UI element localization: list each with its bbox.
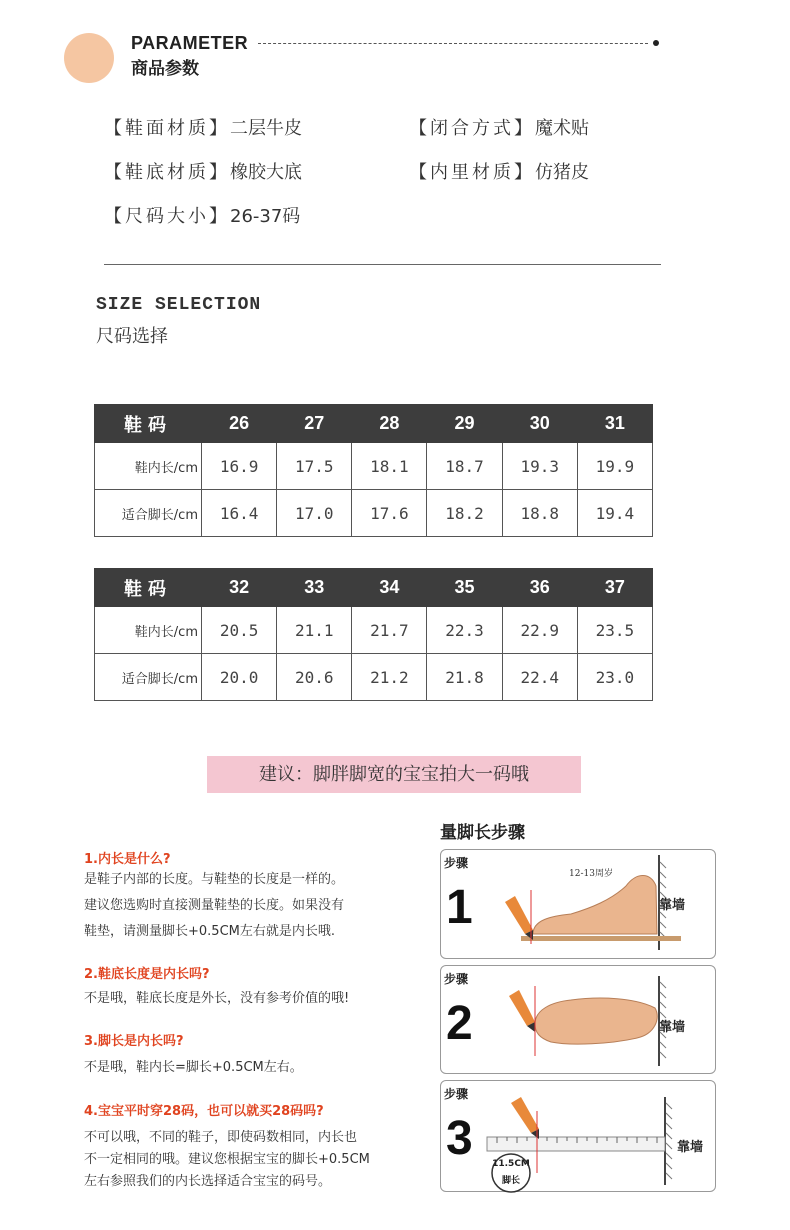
table-row — [95, 607, 653, 654]
step-number: 3 — [446, 1112, 473, 1165]
step-card-3 — [440, 1080, 716, 1192]
spec-label: 【闭合方式】 — [409, 118, 535, 139]
step-label: 步骤 — [444, 972, 469, 986]
size-header-cell: 27 — [277, 405, 352, 443]
size-header-cell: 26 — [202, 405, 277, 443]
table-cell: 21.1 — [277, 607, 352, 654]
spec-value: 橡胶大底 — [230, 162, 302, 183]
table-cell: 19.4 — [577, 490, 652, 537]
size-header-cell: 33 — [277, 569, 352, 607]
table-cell: 16.9 — [202, 443, 277, 490]
spec-label: 【鞋底材质】 — [104, 162, 230, 183]
section-divider — [104, 264, 661, 265]
table-cell: 21.2 — [352, 654, 427, 701]
row-label: 鞋内长/cm — [95, 443, 202, 490]
pencil-icon — [505, 896, 533, 940]
faq-question-4: 4.宝宝平时穿28码，也可以就买28码吗? — [84, 1104, 324, 1119]
age-note: 12-13周岁 — [569, 869, 613, 879]
wall-label: 靠墙 — [659, 898, 686, 913]
faq-question-2: 2.鞋底长度是内长吗? — [84, 967, 210, 982]
table-cell: 22.3 — [427, 607, 502, 654]
faq-answer-4-line-3: 左右参照我们的内长选择适合宝宝的码号。 — [84, 1174, 332, 1189]
table-cell: 17.0 — [277, 490, 352, 537]
table-cell: 20.5 — [202, 607, 277, 654]
size-header-label: 鞋码 — [95, 405, 202, 443]
step-card-1 — [440, 849, 716, 959]
size-header-cell: 35 — [427, 569, 502, 607]
table-cell: 18.8 — [502, 490, 577, 537]
spec-sole-material — [104, 158, 302, 184]
size-table-1 — [94, 404, 653, 537]
table-row — [95, 443, 653, 490]
spec-label: 【尺码大小】 — [104, 206, 230, 227]
table-row — [95, 654, 653, 701]
parameter-title-en: PARAMETER — [131, 33, 249, 53]
measure-value: 11.5CM — [492, 1159, 530, 1169]
pencil-icon — [509, 990, 535, 1032]
wall-label: 靠墙 — [677, 1140, 704, 1155]
table-cell: 22.4 — [502, 654, 577, 701]
size-header-cell: 31 — [577, 405, 652, 443]
table-cell: 21.7 — [352, 607, 427, 654]
pencil-icon — [511, 1097, 539, 1139]
size-table-header — [95, 405, 653, 443]
size-header-cell: 34 — [352, 569, 427, 607]
faq-answer-2-line-1: 不是哦，鞋底长度是外长，没有参考价值的哦! — [84, 991, 350, 1006]
spec-label: 【鞋面材质】 — [104, 118, 230, 139]
step-number: 1 — [446, 881, 473, 934]
table-cell: 19.3 — [502, 443, 577, 490]
table-cell: 21.8 — [427, 654, 502, 701]
table-row — [95, 490, 653, 537]
table-cell: 20.0 — [202, 654, 277, 701]
faq-question-3: 3.脚长是内长吗? — [84, 1034, 184, 1049]
size-header-cell: 29 — [427, 405, 502, 443]
measure-steps-title: 量脚长步骤 — [440, 823, 525, 843]
faq-answer-3-line-1: 不是哦，鞋内长=脚长+0.5CM左右。 — [84, 1060, 303, 1075]
parameter-title-zh: 商品参数 — [131, 59, 199, 79]
size-header-cell: 36 — [502, 569, 577, 607]
table-cell: 17.5 — [277, 443, 352, 490]
size-advice-banner: 建议：脚胖脚宽的宝宝拍大一码哦 — [207, 756, 581, 793]
faq-question-1: 1.内长是什么? — [84, 852, 171, 867]
step-label: 步骤 — [444, 856, 469, 870]
spec-value: 仿猪皮 — [535, 162, 589, 183]
spec-value: 26-37码 — [230, 206, 301, 227]
step-card-2 — [440, 965, 716, 1074]
header-dashed-divider — [258, 43, 648, 44]
table-cell: 17.6 — [352, 490, 427, 537]
spec-value: 二层牛皮 — [230, 118, 302, 139]
spec-value: 魔术贴 — [535, 118, 589, 139]
spec-size-range — [104, 202, 300, 228]
faq-answer-1-line-1: 是鞋子内部的长度。与鞋垫的长度是一样的。 — [84, 872, 345, 887]
size-header-cell: 30 — [502, 405, 577, 443]
row-label: 适合脚长/cm — [95, 654, 202, 701]
row-label: 适合脚长/cm — [95, 490, 202, 537]
table-cell: 18.2 — [427, 490, 502, 537]
table-cell: 18.1 — [352, 443, 427, 490]
faq-answer-1-line-3: 鞋垫，请测量脚长+0.5CM左右就是内长哦. — [84, 924, 335, 939]
size-header-cell: 32 — [202, 569, 277, 607]
step-label: 步骤 — [444, 1087, 469, 1101]
header-divider-dot — [653, 40, 659, 46]
size-table-header — [95, 569, 653, 607]
faq-answer-4-line-1: 不可以哦，不同的鞋子，即使码数相同，内长也 — [84, 1130, 358, 1145]
size-table-2 — [94, 568, 653, 701]
size-header-cell: 28 — [352, 405, 427, 443]
step-3-illustration — [441, 1081, 717, 1193]
faq-answer-1-line-2: 建议您选购时直接测量鞋垫的长度。如果没有 — [84, 898, 345, 913]
size-header-label: 鞋码 — [95, 569, 202, 607]
table-cell: 19.9 — [577, 443, 652, 490]
faq-answer-4-line-2: 不一定相同的哦。建议您根据宝宝的脚长+0.5CM — [84, 1152, 370, 1167]
wall-label: 靠墙 — [659, 1020, 686, 1035]
table-cell: 22.9 — [502, 607, 577, 654]
spec-closure — [409, 114, 589, 140]
spec-upper-material — [104, 114, 302, 140]
table-cell: 20.6 — [277, 654, 352, 701]
accent-circle — [64, 33, 114, 83]
size-selection-title-zh: 尺码选择 — [96, 326, 168, 347]
step-number: 2 — [446, 997, 473, 1050]
table-cell: 18.7 — [427, 443, 502, 490]
size-selection-title-en: SIZE SELECTION — [96, 295, 262, 315]
row-label: 鞋内长/cm — [95, 607, 202, 654]
measure-label: 脚长 — [501, 1176, 520, 1186]
size-header-cell: 37 — [577, 569, 652, 607]
table-cell: 23.0 — [577, 654, 652, 701]
table-cell: 16.4 — [202, 490, 277, 537]
table-cell: 23.5 — [577, 607, 652, 654]
spec-label: 【内里材质】 — [409, 162, 535, 183]
spec-lining — [409, 158, 589, 184]
